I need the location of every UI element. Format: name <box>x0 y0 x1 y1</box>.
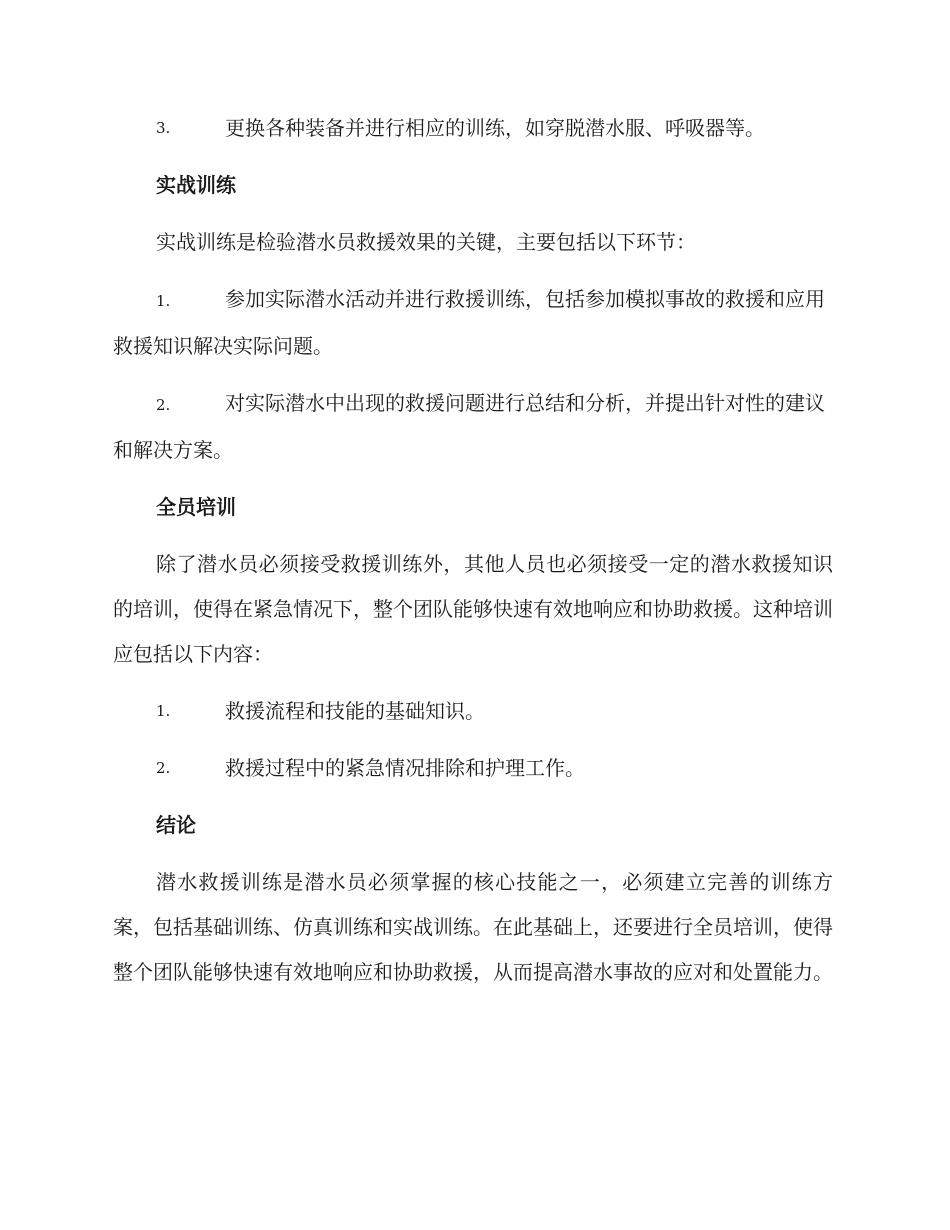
list-item <box>113 381 833 473</box>
list-text: 救援流程和技能的基础知识。 <box>225 699 485 723</box>
conclusion-body: 潜水救援训练是潜水员必须掌握的核心技能之一，必须建立完善的训练方案，包括基础训练、仿真训练和实战训练。在此基础上，还要进行全员培训，使得整个团队能够快速有效地响应和协助救援，从而提高潜水事故的应对和处置能力。 <box>113 870 833 984</box>
list-number: 1. <box>156 292 171 310</box>
list-text: 救援过程中的紧急情况排除和护理工作。 <box>225 756 585 780</box>
list-number: 2. <box>156 396 171 414</box>
list-number: 2. <box>156 759 171 777</box>
section-heading-combat: 实战训练 <box>156 173 236 197</box>
list-item <box>113 277 833 369</box>
section-intro-all-staff: 除了潜水员必须接受救援训练外，其他人员也必须接受一定的潜水救援知识的培训，使得在紧急情况下，整个团队能够快速有效地响应和协助救援。这种培训应包括以下内容： <box>113 552 833 666</box>
list-item <box>113 746 833 791</box>
list-number: 1. <box>156 702 171 720</box>
section-heading-conclusion: 结论 <box>156 813 196 837</box>
document-body <box>113 106 833 1007</box>
section-heading-all-staff: 全员培训 <box>156 495 236 519</box>
list-item <box>113 689 833 734</box>
list-number: 3. <box>156 119 171 137</box>
section-intro-combat: 实战训练是检验潜水员救援效果的关键，主要包括以下环节： <box>156 230 696 254</box>
list-text: 对实际潜水中出现的救援问题进行总结和分析，并提出针对性的建议和解决方案。 <box>113 391 825 462</box>
list-item <box>113 106 833 151</box>
list-text: 更换各种装备并进行相应的训练，如穿脱潜水服、呼吸器等。 <box>225 116 765 140</box>
list-text: 参加实际潜水活动并进行救援训练，包括参加模拟事故的救援和应用救援知识解决实际问题。 <box>113 287 825 358</box>
